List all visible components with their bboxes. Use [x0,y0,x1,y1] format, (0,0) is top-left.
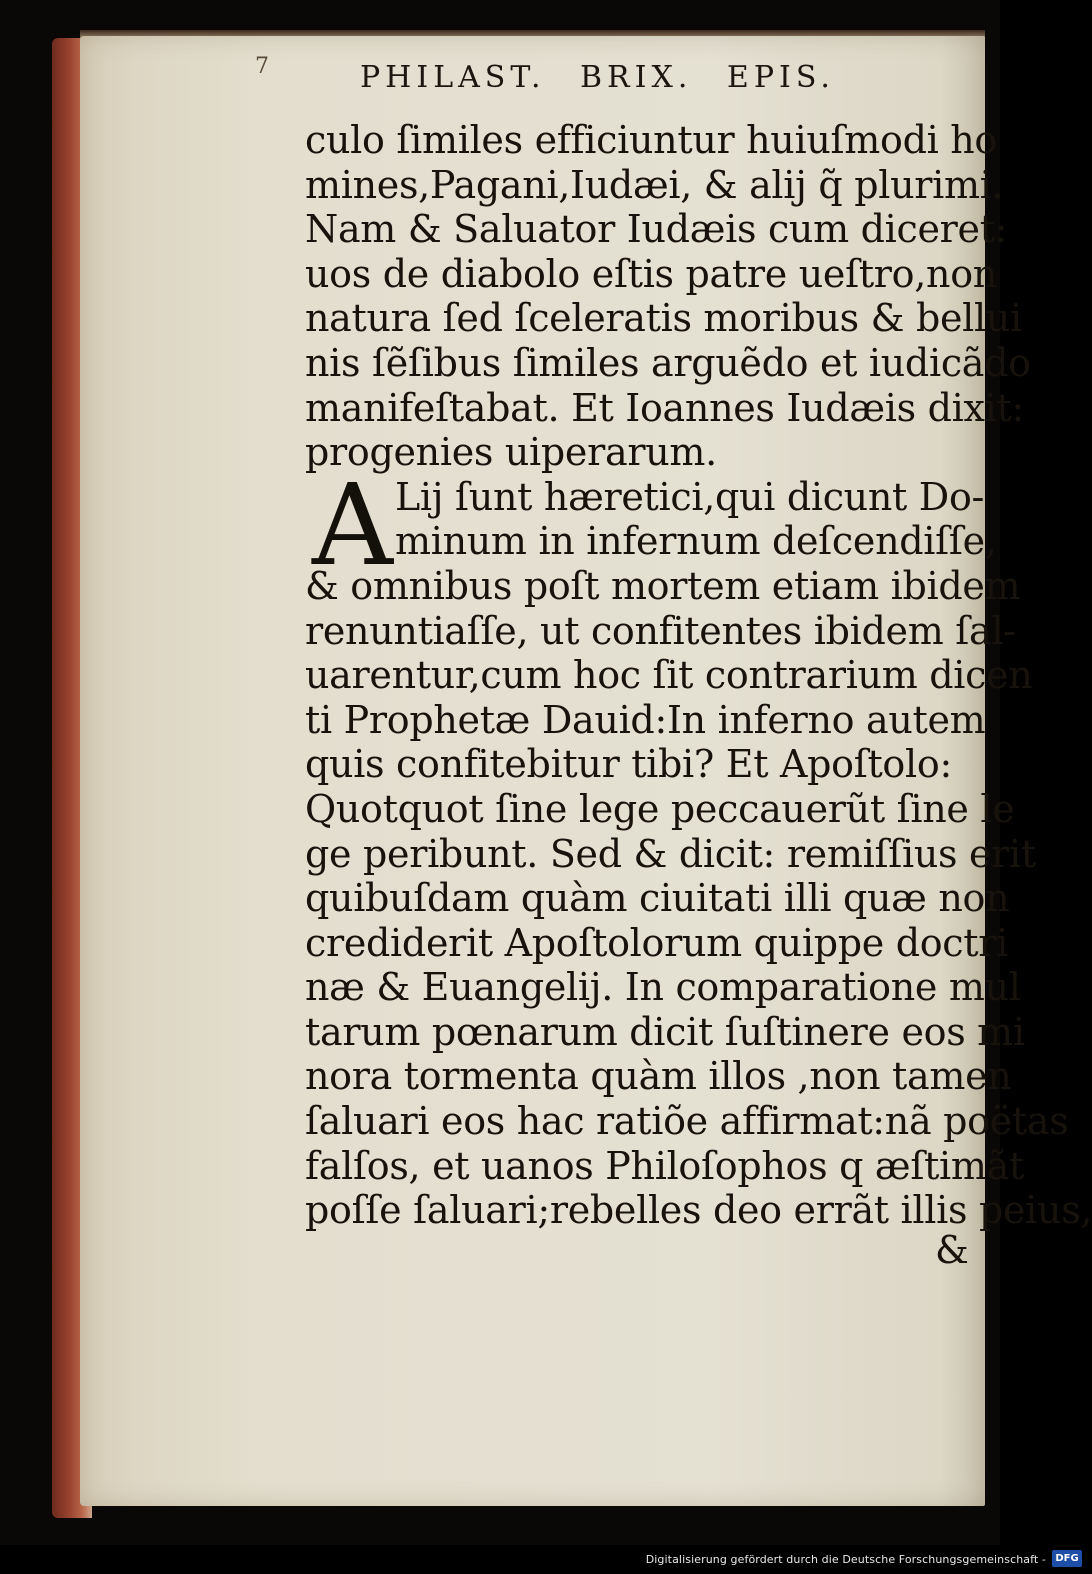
text-line: nis ſẽſibus ſimiles arguẽdo et iudicãdo [305,340,1031,385]
text-line: minum in infernum deſcendiſſe, [395,519,997,564]
text-line: Nam & Saluator Iudæis cum diceret: [305,207,1008,252]
text-line: nora tormenta quàm illos ,non tamen [305,1054,1012,1099]
text-line: tarum pœnarum dicit ſuſtinere eos mi [305,1009,1025,1054]
text-line: uarentur,cum hoc ſit contrarium dicen [305,653,1033,698]
text-block [305,118,1092,1233]
text-line: ti Prophetæ Dauid:In inferno autem [305,697,986,742]
margin-mark: 7 [255,54,269,79]
footer-credit: Digitalisierung gefördert durch die Deutsche Forschungsgemeinschaft - [645,1553,1046,1566]
text-line: progenies uiperarum. [305,430,717,475]
text-line: Lij ſunt hæretici,qui dicunt Do- [395,474,985,519]
text-line: uos de diabolo eſtis patre ueſtro,non [305,251,997,296]
text-line: mines,Pagani,Iudæi, & alij q̃ plurimi. [305,162,1004,207]
text-line: ſaluari eos hac ratiõe affirmat:nã poëtas [305,1099,1069,1144]
text-line: næ & Euangelij. In comparatione mul [305,965,1021,1010]
running-head: PHILAST. BRIX. EPIS. [360,60,835,95]
text-line: poſſe ſaluari;rebelles deo errãt illis peius, [305,1188,1092,1233]
text-line: Quotquot ſine lege peccauerũt ſine le [305,786,1015,831]
text-line: & omnibus poſt mortem etiam ibidem [305,563,1021,608]
text-line: natura ſed ſceleratis moribus & bellui [305,296,1022,341]
text-line: crediderit Apoſtolorum quippe doctri [305,920,1008,965]
text-line: manifeſtabat. Et Ioannes Iudæis dixit: [305,385,1024,430]
text-line: ge peribunt. Sed & dicit: remiſſius erit [305,831,1036,876]
dfg-logo[interactable]: DFG [1052,1550,1082,1567]
catchword: & [935,1228,969,1272]
text-line: culo ſimiles efficiuntur huiuſmodi ho [305,118,997,162]
text-line: renuntiaſſe, ut confitentes ibidem ſal- [305,608,1016,653]
drop-cap: A [312,461,393,591]
text-line: quis confitebitur tibi? Et Apoſtolo: [305,742,952,787]
text-line: quibuſdam quàm ciuitati illi quæ non [305,876,1010,921]
text-line: falſos, et uanos Philoſophos q æſtimãt [305,1143,1024,1188]
